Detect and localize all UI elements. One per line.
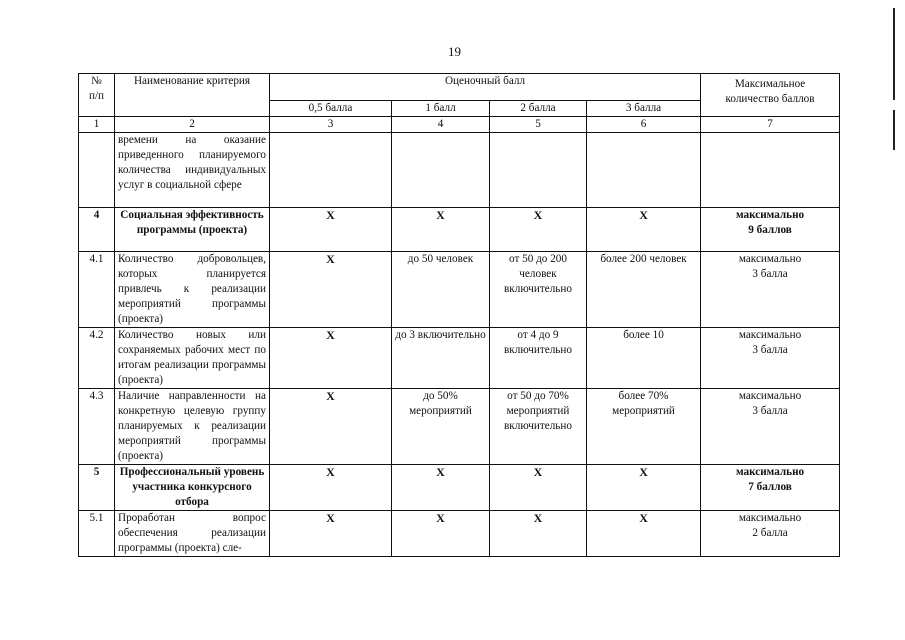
table-row bbox=[79, 133, 840, 208]
score-cell-2: от 50 до 200 человек включительно bbox=[490, 252, 587, 328]
score-cell-3: более 70% мероприятий bbox=[587, 389, 701, 465]
score-cell-2: X bbox=[490, 208, 587, 252]
score-cell-3 bbox=[587, 133, 701, 208]
header-score-col: 0,5 балла bbox=[270, 101, 392, 117]
table-row bbox=[79, 511, 840, 557]
header-criterion: Наименование критерия bbox=[115, 74, 270, 117]
row-number: 4.1 bbox=[79, 252, 115, 328]
row-number: 5 bbox=[79, 465, 115, 511]
score-cell-3: более 200 человек bbox=[587, 252, 701, 328]
column-number: 1 bbox=[79, 117, 115, 133]
column-number: 5 bbox=[490, 117, 587, 133]
margin-rule bbox=[893, 8, 895, 100]
score-cell-0-5 bbox=[270, 133, 392, 208]
max-score: максимально 3 балла bbox=[701, 389, 840, 465]
max-score: максимально 3 балла bbox=[701, 252, 840, 328]
header-max: Максимальное количество баллов bbox=[701, 74, 840, 117]
score-cell-0-5: X bbox=[270, 328, 392, 389]
score-cell-3: более 10 bbox=[587, 328, 701, 389]
criterion-name: Наличие направленности на конкретную целевую группу планируемых к реализации мероприятий программы (проекта) bbox=[115, 389, 270, 465]
score-cell-2 bbox=[490, 133, 587, 208]
column-number: 2 bbox=[115, 117, 270, 133]
score-cell-2: X bbox=[490, 511, 587, 557]
score-cell-1: до 3 включительно bbox=[392, 328, 490, 389]
page-number: 19 bbox=[448, 44, 461, 59]
score-cell-0-5: X bbox=[270, 465, 392, 511]
score-cell-1: X bbox=[392, 511, 490, 557]
table-row bbox=[79, 389, 840, 465]
criteria-table bbox=[78, 73, 840, 557]
criterion-name: времени на оказание приведенного планируемого количества индивидуальных услуг в социальной сфере bbox=[115, 133, 270, 208]
row-number: 5.1 bbox=[79, 511, 115, 557]
column-number: 7 bbox=[701, 117, 840, 133]
column-number: 6 bbox=[587, 117, 701, 133]
column-number: 4 bbox=[392, 117, 490, 133]
table-row bbox=[79, 328, 840, 389]
criterion-name: Количество добровольцев, которых планируется привлечь к реализации мероприятий программы (проекта) bbox=[115, 252, 270, 328]
score-cell-3: X bbox=[587, 208, 701, 252]
header-score-col: 1 балл bbox=[392, 101, 490, 117]
score-cell-1 bbox=[392, 133, 490, 208]
score-cell-0-5: X bbox=[270, 511, 392, 557]
score-cell-3: X bbox=[587, 511, 701, 557]
margin-rule-lower bbox=[893, 110, 895, 150]
row-number: 4.3 bbox=[79, 389, 115, 465]
row-number: 4.2 bbox=[79, 328, 115, 389]
score-cell-0-5: X bbox=[270, 252, 392, 328]
max-score: максимально 3 балла bbox=[701, 328, 840, 389]
criterion-name: Количество новых или сохраняемых рабочих мест по итогам реализации программы (проекта) bbox=[115, 328, 270, 389]
row-number: 4 bbox=[79, 208, 115, 252]
header-score-col: 2 балла bbox=[490, 101, 587, 117]
column-number: 3 bbox=[270, 117, 392, 133]
score-cell-1: X bbox=[392, 465, 490, 511]
header-score-group: Оценочный балл bbox=[270, 74, 701, 101]
max-score: максимально 9 баллов bbox=[701, 208, 840, 252]
header-row bbox=[79, 74, 840, 101]
max-score: максимально 7 баллов bbox=[701, 465, 840, 511]
score-cell-1: X bbox=[392, 208, 490, 252]
score-cell-2: от 50 до 70% мероприятий включительно bbox=[490, 389, 587, 465]
row-number bbox=[79, 133, 115, 208]
score-cell-1: до 50% мероприятий bbox=[392, 389, 490, 465]
header-num: № п/п bbox=[79, 74, 115, 117]
column-number-row bbox=[79, 117, 840, 133]
score-cell-2: от 4 до 9 включительно bbox=[490, 328, 587, 389]
criterion-name: Социальная эффективность программы (проекта) bbox=[115, 208, 270, 252]
table-row bbox=[79, 252, 840, 328]
score-cell-3: X bbox=[587, 465, 701, 511]
score-cell-0-5: X bbox=[270, 389, 392, 465]
criterion-name: Профессиональный уровень участника конкурсного отбора bbox=[115, 465, 270, 511]
score-cell-1: до 50 человек bbox=[392, 252, 490, 328]
score-cell-0-5: X bbox=[270, 208, 392, 252]
max-score: максимально 2 балла bbox=[701, 511, 840, 557]
max-score bbox=[701, 133, 840, 208]
criterion-name: Проработан вопрос обеспечения реализации программы (проекта) сле- bbox=[115, 511, 270, 557]
header-score-col: 3 балла bbox=[587, 101, 701, 117]
score-cell-2: X bbox=[490, 465, 587, 511]
table-row bbox=[79, 208, 840, 252]
table-row bbox=[79, 465, 840, 511]
